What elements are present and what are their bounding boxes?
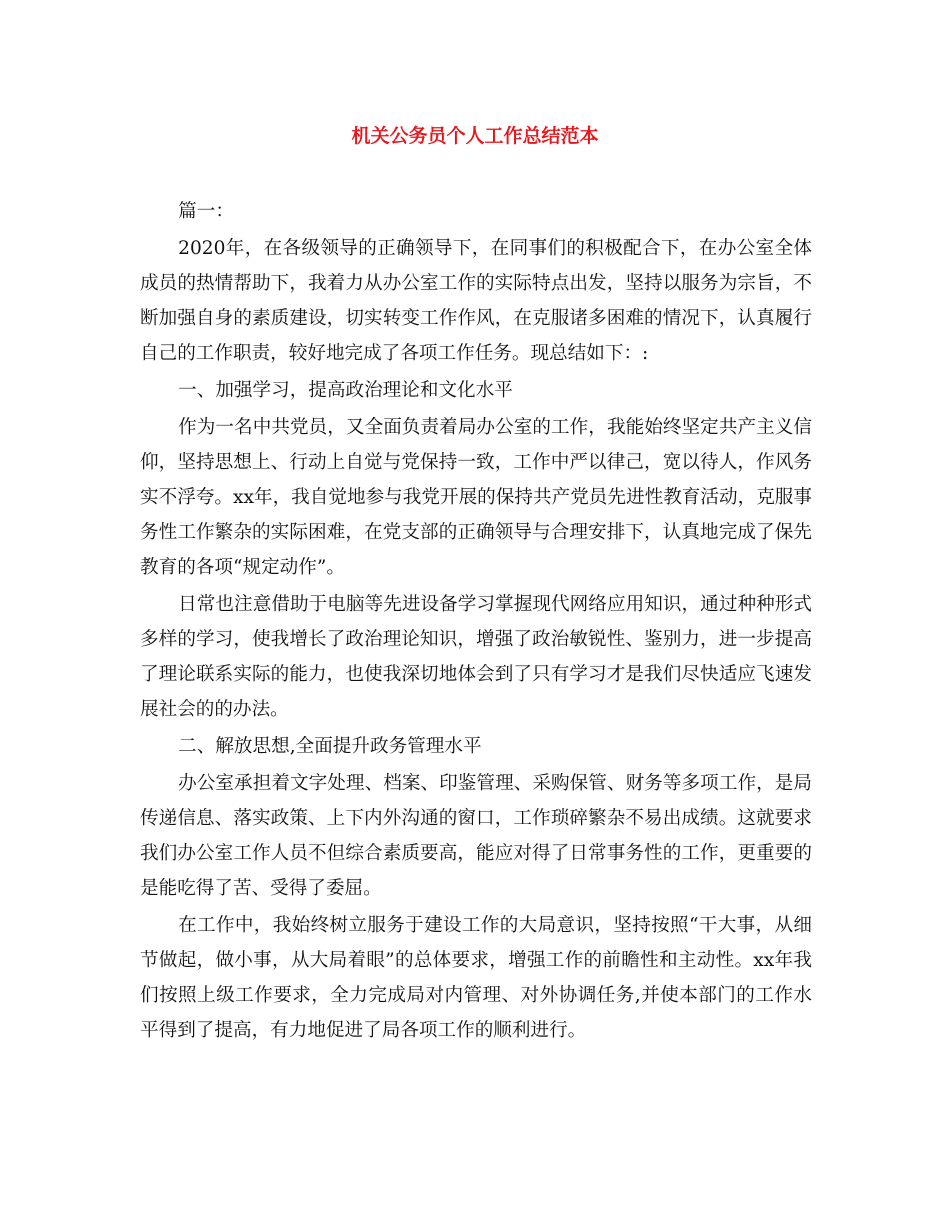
paragraph: 在工作中，我始终树立服务于建设工作的大局意识，坚持按照“干大事，从细节做起，做小事，从大局着眼”的总体要求，增强工作的前瞻性和主动性。xx年我们按照上级工作要求，全力完成局对内管理、对外协调任务,并使本部门的工作水平得到了提高，有力地促进了局各项工作的顺利进行。	[140, 915, 812, 1041]
document-body	[140, 194, 812, 1050]
paragraph: 作为一名中共党员，又全面负责着局办公室的工作，我能始终坚定共产主义信仰，坚持思想上、行动上自觉与党保持一致，工作中严以律己，宽以待人，作风务实不浮夸。xx年，我自觉地参与我党开展的保持共产党员先进性教育活动，克服事务性工作繁杂的实际困难，在党支部的正确领导与合理安排下，认真地完成了保先教育的各项“规定动作”。	[140, 417, 812, 578]
section-heading-1: 一、加强学习，提高政治理论和文化水平	[178, 380, 513, 401]
paragraph: 办公室承担着文字处理、档案、印鉴管理、采购保管、财务等多项工作，是局传递信息、落实政策、上下内外沟通的窗口，工作琐碎繁杂不易出成绩。这就要求我们办公室工作人员不但综合素质要高，能应对得了日常事务性的工作，更重要的是能吃得了苦、受得了委屈。	[140, 773, 812, 899]
intro-paragraph: 2020年，在各级领导的正确领导下，在同事们的积极配合下，在办公室全体成员的热情帮助下，我着力从办公室工作的实际特点出发，坚持以服务为宗旨，不断加强自身的素质建设，切实转变工作作风，在克服诸多困难的情况下，认真履行自己的工作职责，较好地完成了各项工作任务。现总结如下：:	[140, 238, 812, 364]
paragraph: 日常也注意借助于电脑等先进设备学习掌握现代网络应用知识，通过种种形式多样的学习，使我增长了政治理论知识，增强了政治敏锐性、鉴别力，进一步提高了理论联系实际的能力，也使我深切地体会到了只有学习才是我们尽快适应飞速发展社会的的办法。	[140, 594, 812, 720]
section-heading-2: 二、解放思想,全面提升政务管理水平	[178, 736, 482, 757]
section-label: 篇一：	[178, 201, 234, 222]
document-title: 机关公务员个人工作总结范本	[351, 125, 599, 147]
